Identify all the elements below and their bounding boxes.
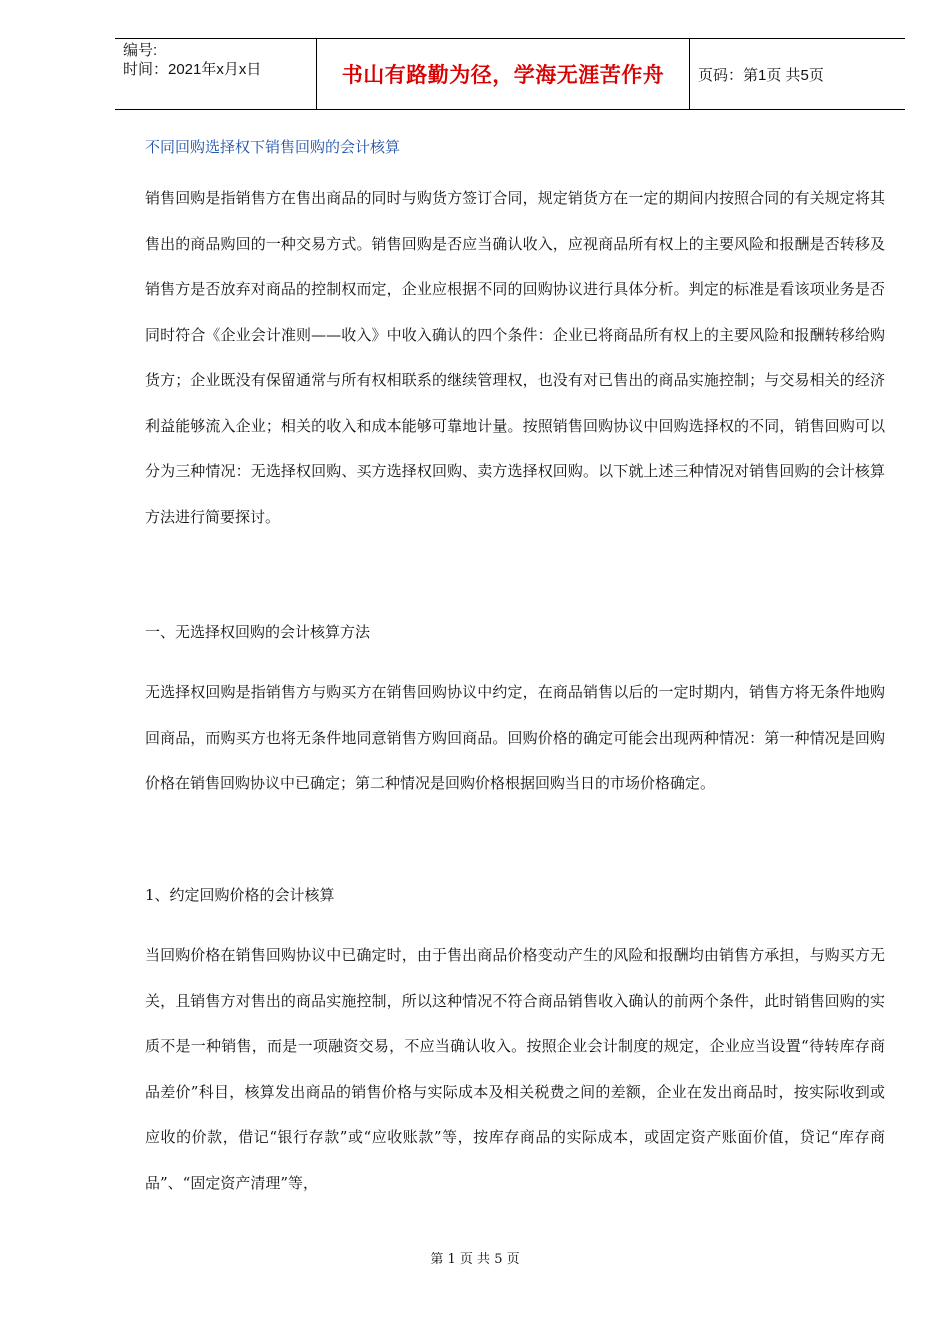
subsection-heading: 1、约定回购价格的会计核算	[145, 886, 335, 904]
serial-label: 编号:	[123, 42, 158, 59]
section-heading: 一、无选择权回购的会计核算方法	[145, 623, 371, 641]
header-page-cell	[690, 39, 905, 109]
time-label: 时间：2021年x月x日	[123, 61, 262, 78]
header-motto-cell	[316, 39, 690, 109]
page-info: 页码：第1页 共5页	[698, 66, 824, 84]
intro-paragraph: 销售回购是指销售方在售出商品的同时与购货方签订合同，规定销货方在一定的期间内按照合同的有关规定将其售出的商品购回的一种交易方式。销售回购是否应当确认收入，应视商品所有权上的主要风险和报酬是否转移及销售方是否放弃对商品的控制权而定，企业应根据不同的回购协议进行具体分析。判定的标准是看该项业务是否同时符合《企业会计准则——收入》中收入确认的四个条件：企业已将商品所有权上的主要风险和报酬转移给购货方；企业既没有保留通常与所有权相联系的继续管理权，也没有对已售出的商品实施控制；与交易相关的经济利益能够流入企业；相关的收入和成本能够可靠地计量。按照销售回购协议中回购选择权的不同，销售回购可以分为三种情况：无选择权回购、买方选择权回购、卖方选择权回购。以下就上述三种情况对销售回购的会计核算方法进行简要探讨。	[145, 189, 885, 526]
page-footer: 第 1 页 共 5 页	[430, 1252, 520, 1267]
header-meta	[115, 39, 316, 109]
document-header	[115, 38, 905, 110]
subsection1-paragraph: 当回购价格在销售回购协议中已确定时，由于售出商品价格变动产生的风险和报酬均由销售方承担，与购买方无关，且销售方对售出的商品实施控制，所以这种情况不符合商品销售收入确认的前两个条件，此时销售回购的实质不是一种销售，而是一项融资交易，不应当确认收入。按照企业会计制度的规定，企业应当设置“待转库存商品差价”科目，核算发出商品的销售价格与实际成本及相关税费之间的差额，企业在发出商品时，按实际收到或应收的价款，借记“银行存款”或“应收账款”等，按库存商品的实际成本，或固定资产账面价值，贷记“库存商品”、“固定资产清理”等，	[145, 946, 885, 1192]
section1-paragraph: 无选择权回购是指销售方与购买方在销售回购协议中约定，在商品销售以后的一定时期内，销售方将无条件地购回商品，而购买方也将无条件地同意销售方购回商品。回购价格的确定可能会出现两种情况：第一种情况是回购价格在销售回购协议中已确定；第二种情况是回购价格根据回购当日的市场价格确定。	[145, 683, 885, 792]
document-title: 不同回购选择权下销售回购的会计核算	[145, 138, 401, 156]
motto: 书山有路勤为径，学海无涯苦作舟	[341, 63, 665, 87]
